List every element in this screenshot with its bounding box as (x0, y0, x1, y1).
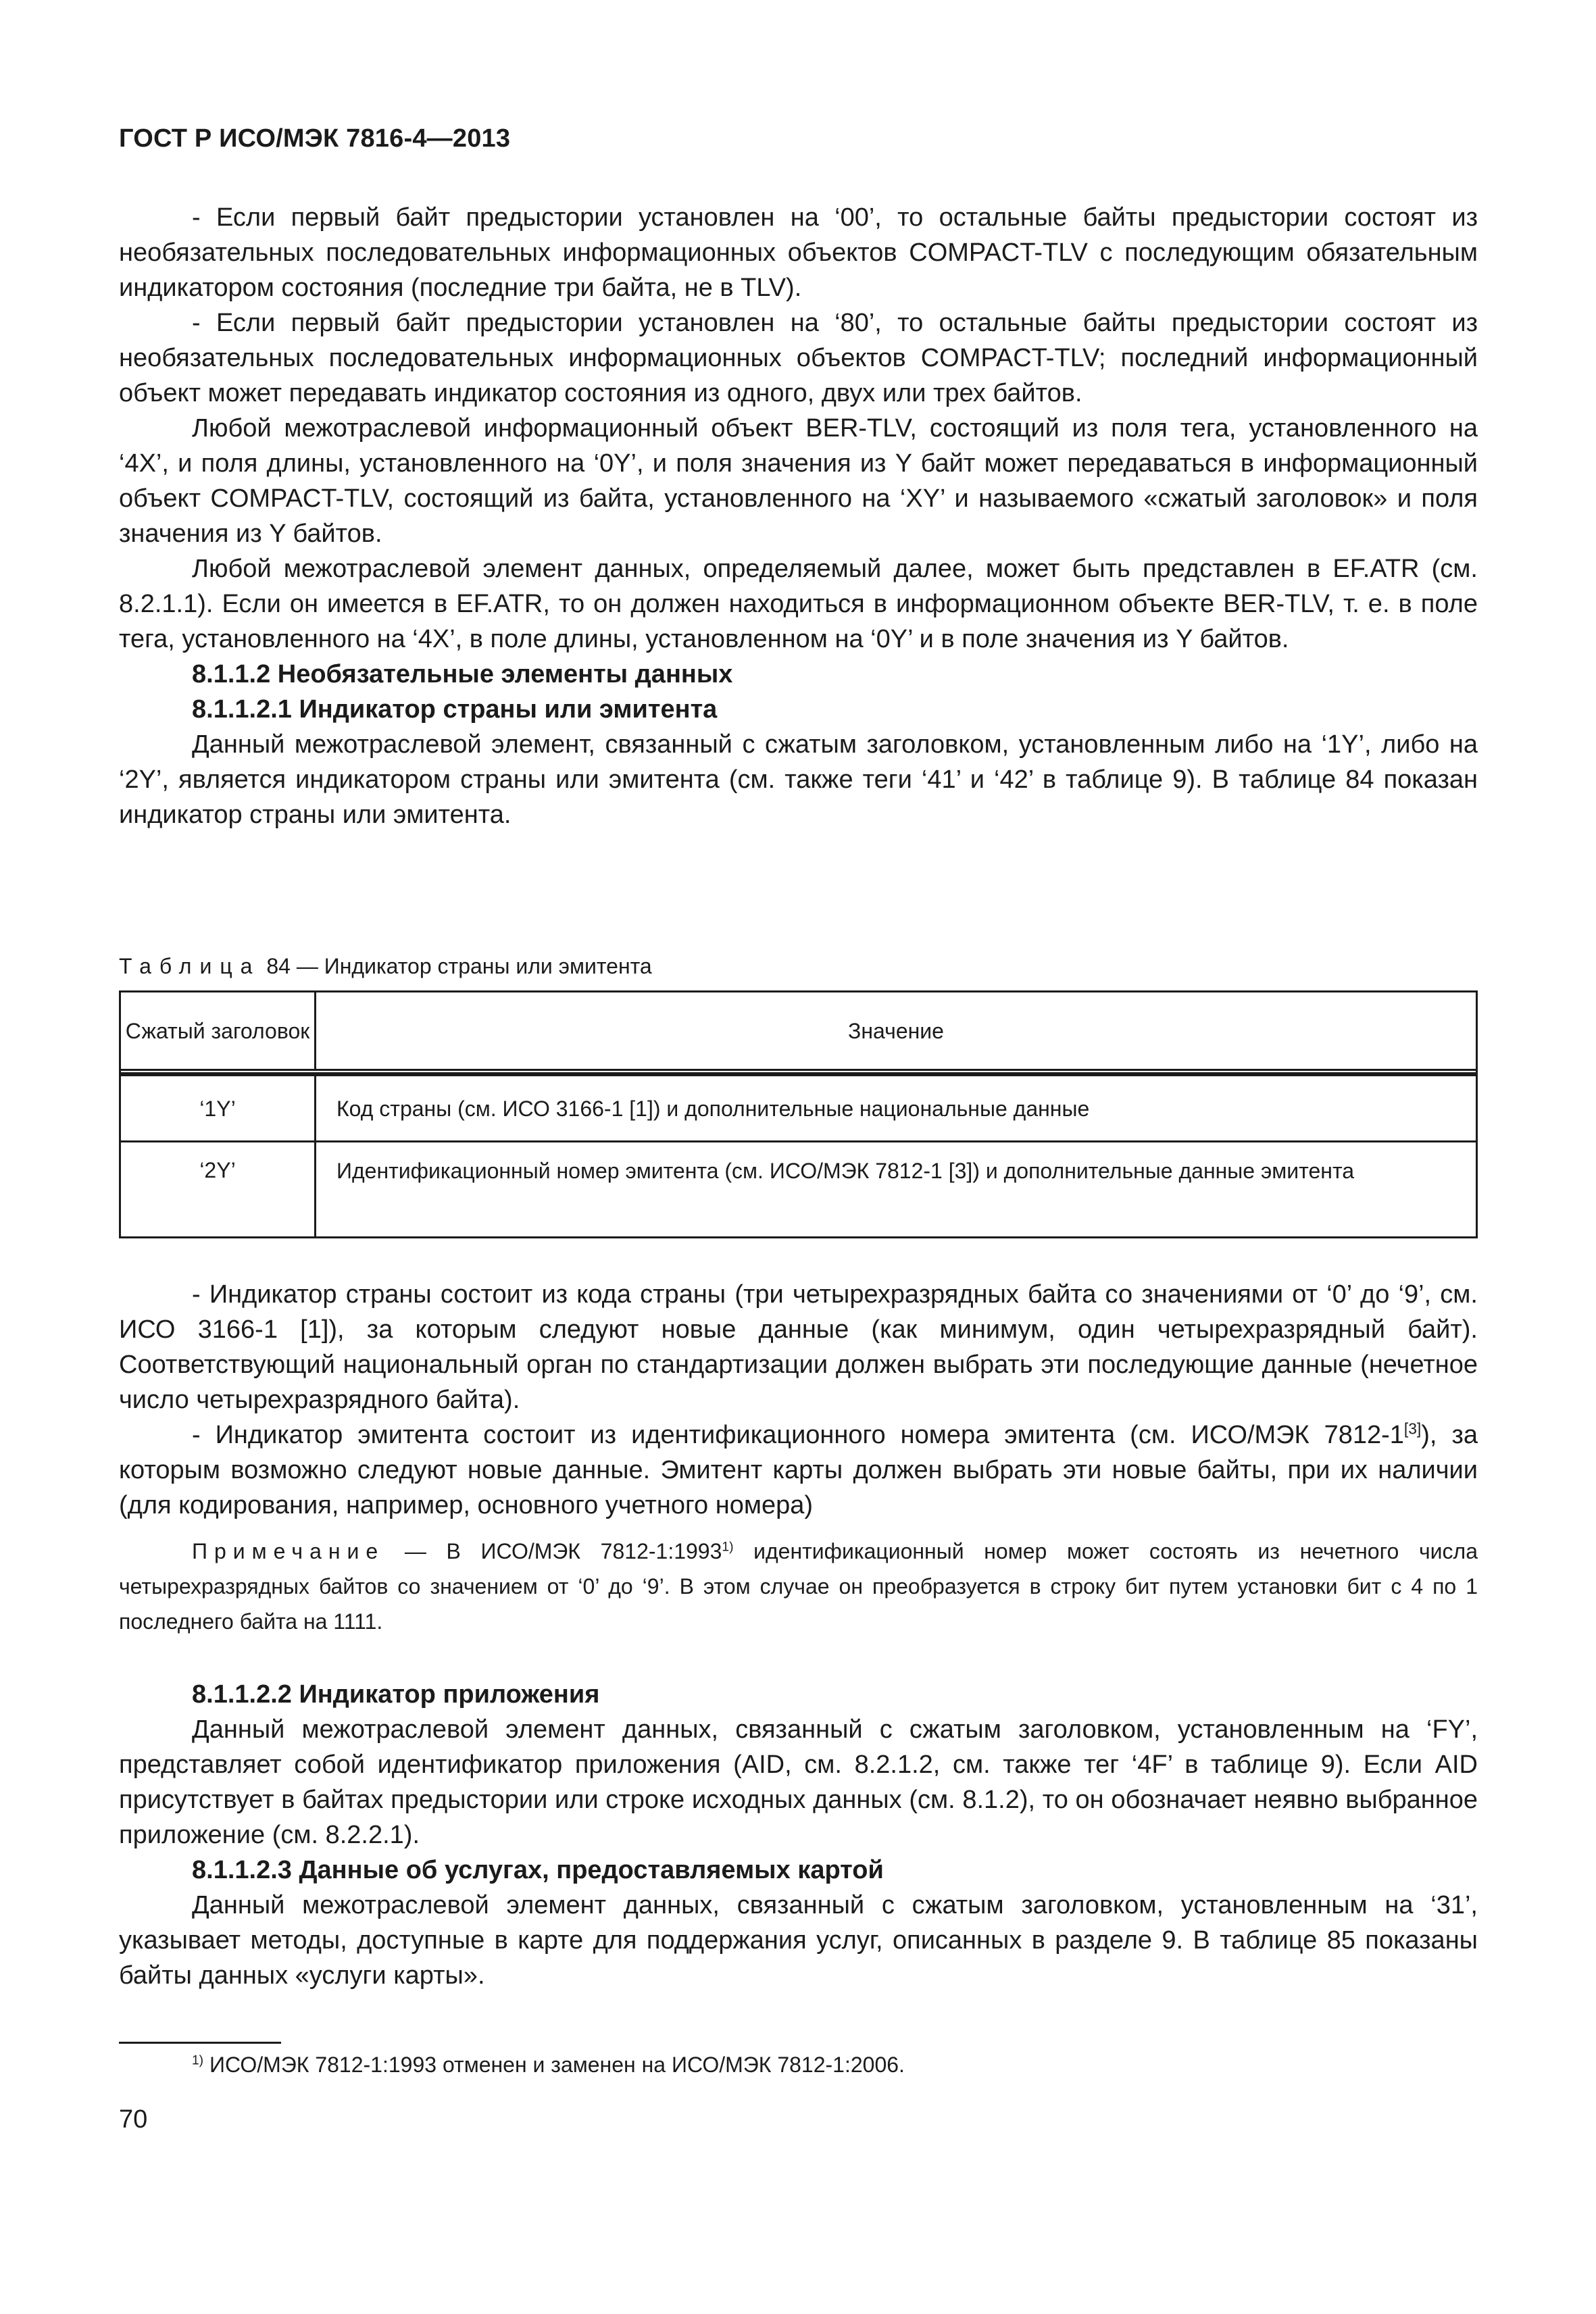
body-text-top (119, 200, 1478, 832)
paragraph: - Индикатор страны состоит из кода страны (три четырехразрядных байта со значениями от ‘0’ до ‘9’, см. ИСО 3166-1 [1]), за которым следуют новые данные (как минимум, один четырехразрядный байт). Соответствующий национальный орган по стандартизации должен выбрать эти последующие данные (нечетное число четырехразрядного байта). (119, 1280, 1478, 1414)
text-run: идентификационный номер может состоять из нечетного числа четырехразрядных байтов со значением от ‘0’ до ‘9’. В этом случае он преобразуется в строку бит путем установки бит с 4 по 1 последнего байта на 1111. (119, 1539, 1478, 1634)
reference-superscript: [3] (1403, 1419, 1422, 1438)
body-text-bottom (119, 1677, 1478, 1993)
footnote-marker: 1) (192, 2053, 204, 2068)
text-run: ), за которым возможно следуют новые данные. Эмитент карты должен выбрать эти новые байты, при их наличии (для кодирования, например, основного учетного номера) (119, 1421, 1478, 1519)
paragraph: - Если первый байт предыстории установлен на ‘00’, то остальные байты предыстории состоят из необязательных последовательных информационных объектов COMPACT-TLV с последующим обязательным индикатором состояния (последние три байта, не в TLV). (119, 203, 1478, 302)
body-text-after-table (119, 1277, 1478, 1523)
table-caption (119, 953, 652, 980)
footnote-marker: 1) (722, 1540, 734, 1555)
indicator-table (119, 990, 1478, 1238)
table-header-row (121, 992, 1476, 1074)
table-cell-value: Идентификационный номер эмитента (см. ИСО/МЭК 7812-1 [3]) и дополнительные данные эмитента (336, 1159, 1355, 1183)
page-number: 70 (119, 2105, 148, 2134)
table-cell-code: ‘2Y’ (121, 1142, 316, 1236)
paragraph: - Если первый байт предыстории установлен на ‘80’, то остальные байты предыстории состоят из необязательных последовательных информационных объектов COMPACT-TLV; последний информационный объект может передавать индикатор состояния из одного, двух или трех байтов. (119, 309, 1478, 407)
table-cell-value: Код страны (см. ИСО 3166-1 [1]) и дополнительные национальные данные (336, 1096, 1090, 1121)
note-label: Примечание (192, 1539, 385, 1563)
header-cell-code: Сжатый заголовок (121, 992, 316, 1069)
footnote (192, 2050, 905, 2080)
paragraph (119, 1417, 1478, 1523)
note-paragraph (119, 1534, 1478, 1639)
footnote-divider (119, 2042, 281, 2044)
text-run: - Индикатор эмитента состоит из идентификационного номера эмитента (см. ИСО/МЭК 7812-1 (192, 1421, 1404, 1449)
note-block (119, 1534, 1478, 1639)
section-heading: 8.1.1.2.1 Индикатор страны или эмитента (192, 695, 718, 724)
table-row (121, 1140, 1476, 1236)
paragraph: Любой межотраслевой информационный объект BER-TLV, состоящий из поля тега, установленного на ‘4X’, и поля длины, установленного на ‘0Y’, и поля значения из Y байт может передаваться в информационный объект COMPACT-TLV, состоящий из байта, установленного на ‘XY’ и называемого «сжатый заголовок» и поля значения из Y байтов. (119, 414, 1478, 548)
table-caption-label: Таблица (119, 954, 261, 978)
paragraph: Данный межотраслевой элемент данных, связанный с сжатым заголовком, установленным на ‘FY’, представляет собой идентификатор приложения (AID, см. 8.2.1.2, см. также тег ‘4F’ в таблице 9). Если AID присутствует в байтах предыстории или строке исходных данных (см. 8.1.2), то он обозначает неявно выбранное приложение (см. 8.2.2.1). (119, 1715, 1478, 1849)
header-cell-value: Значение (848, 1018, 944, 1043)
paragraph: Любой межотраслевой элемент данных, определяемый далее, может быть представлен в EF.ATR (см. 8.2.1.1). Если он имеется в EF.ATR, то он должен находиться в информационном объекте BER-TLV, т. е. в поле тега, установленного на ‘4X’, в поле длины, установленном на ‘0Y’ и в поле значения из Y байтов. (119, 555, 1478, 653)
table-row (121, 1074, 1476, 1140)
paragraph: Данный межотраслевой элемент, связанный с сжатым заголовком, установленным либо на ‘1Y’, либо на ‘2Y’, является индикатором страны или эмитента (см. также теги ‘41’ и ‘42’ в таблице 9). В таблице 84 показан индикатор страны или эмитента. (119, 730, 1478, 829)
table-cell-code: ‘1Y’ (121, 1076, 316, 1140)
page-header: ГОСТ Р ИСО/МЭК 7816-4—2013 (119, 124, 511, 153)
section-heading: 8.1.1.2.2 Индикатор приложения (192, 1680, 600, 1709)
text-run: — В ИСО/МЭК 7812-1:1993 (384, 1539, 722, 1563)
table-caption-title: 84 — Индикатор страны или эмитента (260, 954, 652, 978)
footnote-text: ИСО/МЭК 7812-1:1993 отменен и заменен на ИСО/МЭК 7812-1:2006. (203, 2053, 905, 2077)
paragraph: Данный межотраслевой элемент данных, связанный с сжатым заголовком, установленным на ‘31’, указывает методы, доступные в карте для поддержания услуг, описанных в разделе 9. В таблице 85 показаны байты данных «услуги карты». (119, 1891, 1478, 1990)
section-heading: 8.1.1.2.3 Данные об услугах, предоставляемых картой (192, 1856, 884, 1884)
section-heading: 8.1.1.2 Необязательные элементы данных (192, 660, 733, 688)
